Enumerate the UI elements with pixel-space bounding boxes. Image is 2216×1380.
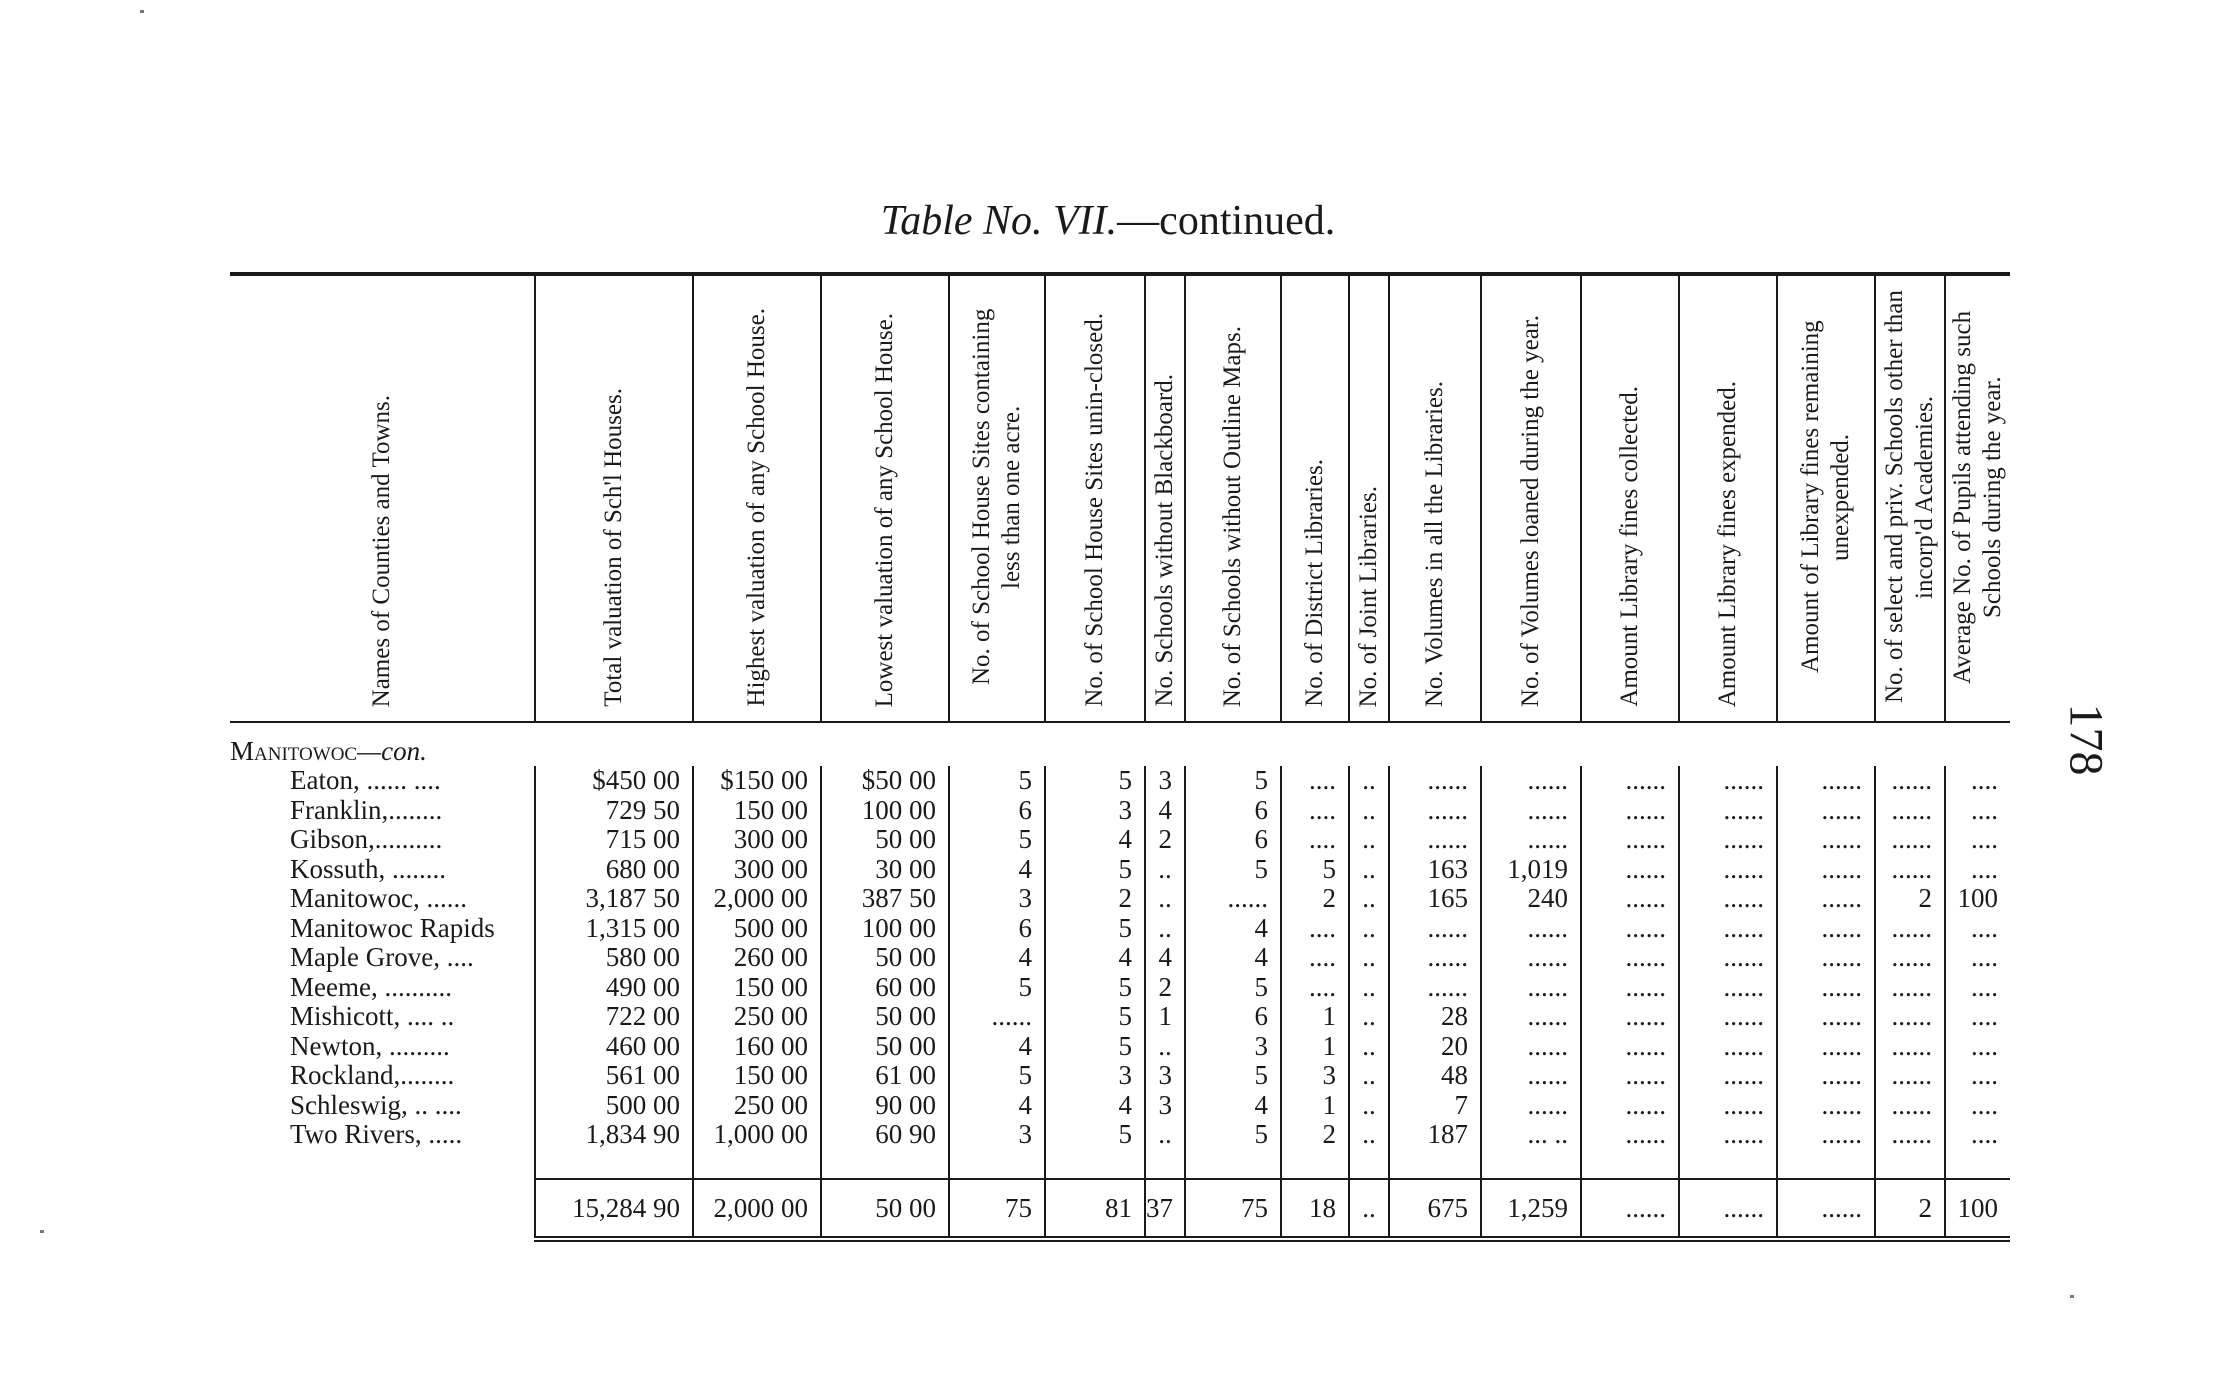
header-volumes-loaned: No. of Volumes loaned during the year. [1481, 274, 1581, 722]
town-name-cell: Manitowoc, ...... [290, 883, 467, 914]
town-name-cell: Two Rivers, ..... [290, 1119, 463, 1150]
table-cell: 6 [949, 796, 1045, 826]
table-cell: 50 00 [821, 1179, 949, 1239]
table-cell: 2,000 00 [693, 884, 821, 914]
table-cell: ...... [1679, 973, 1777, 1003]
table-cell: ...... [1481, 796, 1581, 826]
table-cell: .. [1349, 884, 1389, 914]
spacer-cell [1281, 1150, 1349, 1180]
table-cell: .. [1145, 855, 1185, 885]
table-cell: 30 00 [821, 855, 949, 885]
table-cell: 90 00 [821, 1091, 949, 1121]
table-row [230, 914, 2010, 944]
table-cell: ...... [1581, 825, 1679, 855]
table-cell: .. [1349, 914, 1389, 944]
spacer-cell [1875, 1150, 1945, 1180]
table-cell: ...... [1481, 914, 1581, 944]
table-cell: ...... [1777, 1002, 1875, 1032]
table-cell: .. [1349, 766, 1389, 796]
table-cell: 2 [1875, 884, 1945, 914]
table-cell: 61 00 [821, 1061, 949, 1091]
table-row [230, 1091, 2010, 1121]
table-cell: .... [1281, 943, 1349, 973]
spacer-cell [1185, 1150, 1281, 1180]
table-cell: 300 00 [693, 855, 821, 885]
table-cell: 5 [949, 1061, 1045, 1091]
table-cell: 300 00 [693, 825, 821, 855]
table-cell: 75 [1185, 1179, 1281, 1239]
table-cell: 4 [1145, 796, 1185, 826]
header-joint-libraries: No. of Joint Libraries. [1349, 274, 1389, 722]
header-fines-unexpended: Amount of Library fines remaining unexpended. [1777, 274, 1875, 722]
table-cell: .. [1145, 1032, 1185, 1062]
table-cell: 2 [1145, 973, 1185, 1003]
table-cell: 187 [1389, 1120, 1481, 1150]
table-cell: 1,259 [1481, 1179, 1581, 1239]
table-cell: 250 00 [693, 1002, 821, 1032]
header-highest-valuation: Highest valuation of any School House. [693, 274, 821, 722]
table-cell: .... [1945, 825, 2010, 855]
table-cell: 18 [1281, 1179, 1349, 1239]
table-cell: 5 [1045, 973, 1145, 1003]
table-cell: 5 [1045, 855, 1145, 885]
table-cell: $150 00 [693, 766, 821, 796]
table-cell: .. [1349, 1120, 1389, 1150]
table-cell: 1,000 00 [693, 1120, 821, 1150]
table-cell: 4 [1145, 943, 1185, 973]
table-cell: ...... [1875, 943, 1945, 973]
table-cell: ...... [1581, 796, 1679, 826]
table-cell: 1 [1281, 1032, 1349, 1062]
table-cell: 1,315 00 [535, 914, 693, 944]
table-cell: ...... [1777, 825, 1875, 855]
table-cell: 3 [1281, 1061, 1349, 1091]
table-cell: 160 00 [693, 1032, 821, 1062]
table-cell: .. [1349, 796, 1389, 826]
table-cell: 3 [949, 884, 1045, 914]
table-cell: 20 [1389, 1032, 1481, 1062]
town-name-cell: Newton, ......... [290, 1030, 450, 1061]
table-cell: 1,834 90 [535, 1120, 693, 1150]
table-cell: 6 [1185, 796, 1281, 826]
spacer-cell [1777, 1150, 1875, 1180]
table-cell: ...... [1581, 1061, 1679, 1091]
table-cell: ...... [1777, 914, 1875, 944]
table-cell: ...... [1389, 973, 1481, 1003]
table-cell: 60 90 [821, 1120, 949, 1150]
header-names: Names of Counties and Towns. [230, 274, 535, 722]
table-cell: 387 50 [821, 884, 949, 914]
table-cell: .... [1945, 943, 2010, 973]
table-cell: 5 [1185, 973, 1281, 1003]
header-sites-uninclosed: No. of School House Sites unin-closed. [1045, 274, 1145, 722]
table-cell: ...... [1875, 973, 1945, 1003]
table-cell: ...... [1777, 1179, 1875, 1239]
table-cell: ...... [1389, 796, 1481, 826]
table-cell: 5 [1281, 855, 1349, 885]
table-cell: .... [1945, 855, 2010, 885]
table-cell: ...... [1581, 1002, 1679, 1032]
county-name: Manitowoc—con. [230, 736, 427, 766]
table-cell: ...... [1875, 1061, 1945, 1091]
table-cell: ...... [1679, 1061, 1777, 1091]
table-cell: .... [1945, 1091, 2010, 1121]
spacer-cell [1145, 1150, 1185, 1180]
table-row [230, 855, 2010, 885]
table-cell: 4 [1045, 943, 1145, 973]
table-cell: ...... [1875, 796, 1945, 826]
table-cell: .. [1349, 1032, 1389, 1062]
table-cell: ...... [1777, 855, 1875, 885]
table-cell: ...... [1389, 914, 1481, 944]
table-cell: 4 [949, 855, 1045, 885]
table-cell: ...... [1481, 943, 1581, 973]
table-row [230, 884, 2010, 914]
table-cell: 5 [1045, 1032, 1145, 1062]
town-name-cell: Franklin,........ [290, 794, 443, 825]
table-title-suffix: —continued. [1117, 198, 1336, 244]
table-row [230, 1032, 2010, 1062]
table-cell: ...... [1777, 884, 1875, 914]
table-cell: ...... [1875, 825, 1945, 855]
table-cell: 4 [949, 1032, 1045, 1062]
table-cell: 50 00 [821, 825, 949, 855]
table-cell: 1,019 [1481, 855, 1581, 885]
table-cell: 37 [1145, 1179, 1185, 1239]
table-cell: ...... [1777, 1120, 1875, 1150]
table-cell: ...... [1777, 796, 1875, 826]
table-cell: 150 00 [693, 1061, 821, 1091]
table-title [0, 197, 2216, 245]
table-cell: ...... [1679, 1120, 1777, 1150]
table-cell: 490 00 [535, 973, 693, 1003]
table-cell: 28 [1389, 1002, 1481, 1032]
table-cell: 729 50 [535, 796, 693, 826]
spacer-cell [1581, 1150, 1679, 1180]
table-cell: 5 [1045, 1002, 1145, 1032]
table-row [230, 1061, 2010, 1091]
table-cell: ...... [1679, 855, 1777, 885]
table-cell: 5 [1185, 1120, 1281, 1150]
table-cell: ...... [1875, 1091, 1945, 1121]
header-average-pupils: Average No. of Pupils attending such Schools during the year. [1945, 274, 2010, 722]
table-cell: ...... [1679, 1032, 1777, 1062]
table-cell: ...... [1481, 766, 1581, 796]
table-cell: .. [1349, 1179, 1389, 1239]
table-cell: 240 [1481, 884, 1581, 914]
table-cell: 5 [1045, 1120, 1145, 1150]
table-cell: .... [1945, 766, 2010, 796]
table-cell: ...... [1481, 1091, 1581, 1121]
table-cell: 4 [1045, 825, 1145, 855]
table-cell: ...... [1679, 1179, 1777, 1239]
table-cell: ...... [1481, 973, 1581, 1003]
header-lowest-valuation: Lowest valuation of any School House. [821, 274, 949, 722]
table-cell: 81 [1045, 1179, 1145, 1239]
header-without-maps: No. of Schools without Outline Maps. [1185, 274, 1281, 722]
table-cell: 1 [1145, 1002, 1185, 1032]
town-name-cell: Kossuth, ........ [290, 853, 447, 884]
table-cell: 2,000 00 [693, 1179, 821, 1239]
table-cell: ...... [1185, 884, 1281, 914]
table-cell: ...... [1875, 914, 1945, 944]
table-cell: ...... [1875, 855, 1945, 885]
table-cell: ...... [1481, 1002, 1581, 1032]
table-cell: .... [1281, 914, 1349, 944]
table-cell: .. [1349, 943, 1389, 973]
table-cell: .... [1281, 825, 1349, 855]
table-cell: 6 [949, 914, 1045, 944]
table-cell: ...... [1581, 1120, 1679, 1150]
table-cell: ...... [1679, 1002, 1777, 1032]
table-cell: 7 [1389, 1091, 1481, 1121]
table-cell: ...... [1679, 1091, 1777, 1121]
page-number: 178 [2059, 703, 2113, 776]
spacer-row [230, 1150, 2010, 1180]
table-cell: .... [1945, 973, 2010, 1003]
table-cell: ...... [1481, 1061, 1581, 1091]
table-cell: ...... [1875, 1032, 1945, 1062]
table-cell: 5 [1045, 766, 1145, 796]
table-cell: 250 00 [693, 1091, 821, 1121]
print-speck [2070, 1295, 2074, 1298]
table-cell: 5 [1185, 1061, 1281, 1091]
table-cell: .. [1145, 884, 1185, 914]
table-cell: ...... [1581, 1091, 1679, 1121]
table-cell: 50 00 [821, 943, 949, 973]
table-row [230, 766, 2010, 796]
table-cell: ...... [949, 1002, 1045, 1032]
table-cell: 4 [949, 1091, 1045, 1121]
totals-row [230, 1179, 2010, 1239]
table-cell: 1 [1281, 1002, 1349, 1032]
table-cell: 163 [1389, 855, 1481, 885]
table-cell: 260 00 [693, 943, 821, 973]
table-cell: .. [1349, 1002, 1389, 1032]
table-cell: 3 [1045, 1061, 1145, 1091]
table-cell: .... [1945, 1002, 2010, 1032]
table-cell: 150 00 [693, 973, 821, 1003]
print-speck [140, 10, 144, 13]
table-cell: 580 00 [535, 943, 693, 973]
table-cell: 3 [1145, 766, 1185, 796]
table-cell: 3 [1185, 1032, 1281, 1062]
table-cell: 50 00 [821, 1002, 949, 1032]
table-cell: .... [1281, 973, 1349, 1003]
table-cell: 3 [1145, 1091, 1185, 1121]
table-cell: .. [1349, 1091, 1389, 1121]
table-cell: ...... [1777, 1061, 1875, 1091]
table-cell: ...... [1875, 1120, 1945, 1150]
table-cell: $450 00 [535, 766, 693, 796]
table-cell: .. [1349, 1061, 1389, 1091]
table-cell: .. [1145, 1120, 1185, 1150]
table-row [230, 796, 2010, 826]
table-cell: 5 [1185, 766, 1281, 796]
table-cell: ...... [1777, 1091, 1875, 1121]
table-cell: ...... [1581, 855, 1679, 885]
table-cell: 2 [1045, 884, 1145, 914]
table-cell: ...... [1581, 914, 1679, 944]
table-cell: 675 [1389, 1179, 1481, 1239]
table-cell: ...... [1481, 1032, 1581, 1062]
statistics-table [230, 272, 2010, 1242]
table-cell: 3,187 50 [535, 884, 693, 914]
table-cell: 6 [1185, 825, 1281, 855]
town-name-cell [230, 1179, 535, 1239]
table-cell: 561 00 [535, 1061, 693, 1091]
table-cell: ...... [1679, 884, 1777, 914]
spacer-cell [230, 1150, 535, 1180]
table-cell: 722 00 [535, 1002, 693, 1032]
table-cell: 4 [1185, 1091, 1281, 1121]
table-cell: ...... [1875, 1002, 1945, 1032]
table-cell: ...... [1679, 825, 1777, 855]
table-cell: 4 [949, 943, 1045, 973]
table-cell: 165 [1389, 884, 1481, 914]
county-row [230, 722, 2010, 766]
table-cell: .... [1945, 796, 2010, 826]
table-cell: ...... [1777, 973, 1875, 1003]
table-cell: ...... [1481, 825, 1581, 855]
table-cell: .. [1349, 973, 1389, 1003]
table-cell: ...... [1581, 973, 1679, 1003]
spacer-cell [535, 1150, 693, 1180]
table-cell: ...... [1679, 914, 1777, 944]
table-title-prefix: Table No. VII. [880, 198, 1118, 244]
table-cell: ...... [1581, 943, 1679, 973]
header-without-blackboard: No. Schools without Blackboard. [1145, 274, 1185, 722]
header-volumes: No. Volumes in all the Libraries. [1389, 274, 1481, 722]
table-cell: 500 00 [535, 1091, 693, 1121]
table-row [230, 943, 2010, 973]
table-cell: 500 00 [693, 914, 821, 944]
table-cell: ...... [1777, 943, 1875, 973]
table-cell: ...... [1679, 796, 1777, 826]
town-name-cell: Meeme, .......... [290, 971, 452, 1002]
table-cell: ...... [1389, 943, 1481, 973]
table-cell: 3 [1045, 796, 1145, 826]
table-cell: 460 00 [535, 1032, 693, 1062]
table-cell: .... [1945, 1061, 2010, 1091]
table-cell: .... [1945, 1032, 2010, 1062]
table-cell: 5 [949, 766, 1045, 796]
spacer-cell [1679, 1150, 1777, 1180]
spacer-cell [1389, 1150, 1481, 1180]
table-cell: 48 [1389, 1061, 1481, 1091]
table-cell: ...... [1581, 884, 1679, 914]
spacer-cell [1349, 1150, 1389, 1180]
table-cell: ...... [1679, 766, 1777, 796]
table-cell: 5 [949, 825, 1045, 855]
table-cell: ...... [1389, 766, 1481, 796]
header-fines-expended: Amount Library fines expended. [1679, 274, 1777, 722]
table-cell: 2 [1281, 1120, 1349, 1150]
table-cell: 150 00 [693, 796, 821, 826]
table-cell: ...... [1581, 1032, 1679, 1062]
town-name-cell: Maple Grove, .... [290, 942, 474, 973]
table-cell: 60 00 [821, 973, 949, 1003]
table-cell: 2 [1145, 825, 1185, 855]
table-cell: 100 [1945, 884, 2010, 914]
table-cell: .... [1281, 796, 1349, 826]
table-cell: .. [1349, 855, 1389, 885]
town-name-cell: Mishicott, .... .. [290, 1001, 455, 1032]
table-cell: .. [1145, 914, 1185, 944]
header-total-valuation: Total valuation of Sch'l Houses. [535, 274, 693, 722]
table-cell: 2 [1281, 884, 1349, 914]
table-cell: ...... [1777, 766, 1875, 796]
table-cell: ...... [1581, 766, 1679, 796]
town-name-cell: Rockland,........ [290, 1060, 455, 1091]
table-cell: 100 00 [821, 796, 949, 826]
town-name-cell: Manitowoc Rapids [290, 912, 495, 943]
table-cell: 1 [1281, 1091, 1349, 1121]
table-cell: ...... [1389, 825, 1481, 855]
table-row [230, 825, 2010, 855]
header-district-libraries: No. of District Libraries. [1281, 274, 1349, 722]
table-cell: 5 [1045, 914, 1145, 944]
header-row [230, 274, 2010, 722]
table-cell: 75 [949, 1179, 1045, 1239]
table-row [230, 973, 2010, 1003]
table-cell: ...... [1679, 943, 1777, 973]
table-cell: ... .. [1481, 1120, 1581, 1150]
spacer-cell [821, 1150, 949, 1180]
table-cell: 5 [949, 973, 1045, 1003]
spacer-cell [949, 1150, 1045, 1180]
table-cell: ...... [1581, 1179, 1679, 1239]
header-private-schools: No. of select and priv. Schools other than incorp'd Academies. [1875, 274, 1945, 722]
table-row [230, 1002, 2010, 1032]
table-cell: 15,284 90 [535, 1179, 693, 1239]
table-cell: .... [1945, 914, 2010, 944]
table-cell: 3 [949, 1120, 1045, 1150]
header-sites-less-acre: No. of School House Sites containing less than one acre. [949, 274, 1045, 722]
spacer-cell [1481, 1150, 1581, 1180]
table-cell: 2 [1875, 1179, 1945, 1239]
header-fines-collected: Amount Library fines collected. [1581, 274, 1679, 722]
table-cell: 50 00 [821, 1032, 949, 1062]
table-cell: 715 00 [535, 825, 693, 855]
table-cell: .. [1349, 825, 1389, 855]
table-cell: .... [1281, 766, 1349, 796]
table-cell: 100 [1945, 1179, 2010, 1239]
table-cell: ...... [1777, 1032, 1875, 1062]
table-cell: 6 [1185, 1002, 1281, 1032]
table-cell: 3 [1145, 1061, 1185, 1091]
table-cell: 4 [1185, 943, 1281, 973]
table-cell: 5 [1185, 855, 1281, 885]
table-cell: 100 00 [821, 914, 949, 944]
table-cell: ...... [1875, 766, 1945, 796]
print-speck [40, 1230, 44, 1233]
town-name-cell: Eaton, ...... .... [290, 765, 441, 796]
table-cell: .... [1945, 1120, 2010, 1150]
table-cell: 4 [1185, 914, 1281, 944]
town-name-cell: Gibson,.......... [290, 824, 443, 855]
table-row [230, 1120, 2010, 1150]
table-cell: 680 00 [535, 855, 693, 885]
spacer-cell [1045, 1150, 1145, 1180]
table-cell: $50 00 [821, 766, 949, 796]
town-name-cell: Schleswig, .. .... [290, 1089, 462, 1120]
table-cell: 4 [1045, 1091, 1145, 1121]
spacer-cell [1945, 1150, 2010, 1180]
spacer-cell [693, 1150, 821, 1180]
